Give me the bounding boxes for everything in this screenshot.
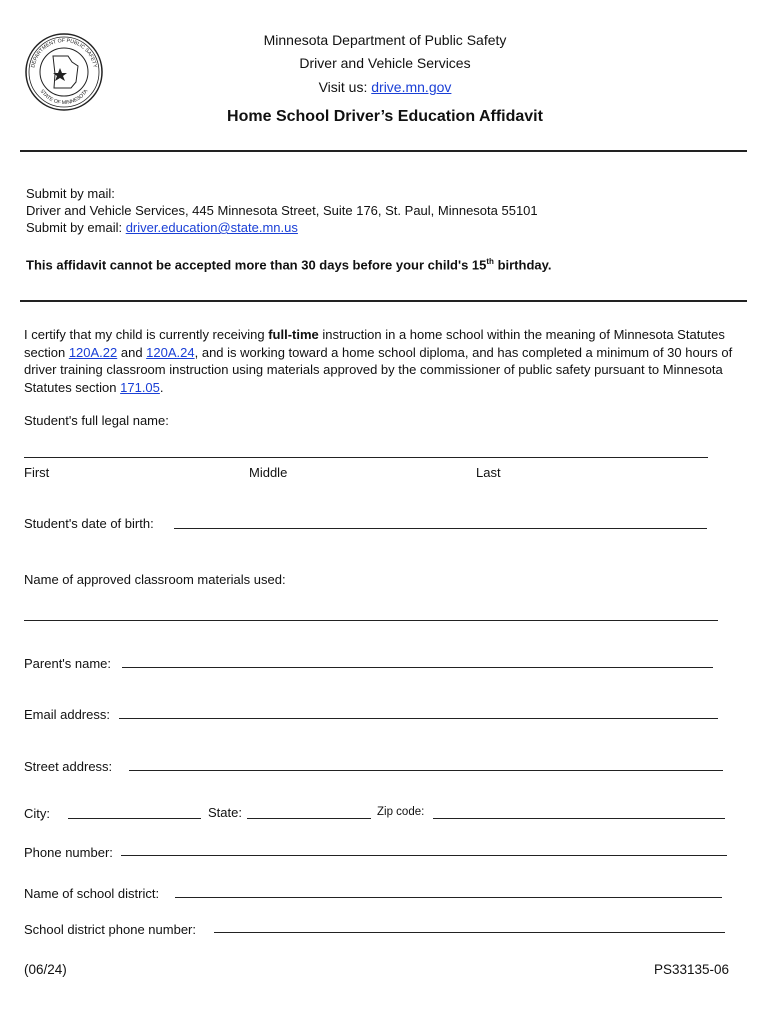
certification-paragraph (24, 326, 742, 396)
street-address-label: Street address: (24, 759, 113, 774)
email-link[interactable]: driver.education@state.mn.us (125, 220, 298, 235)
email-field[interactable] (119, 718, 718, 719)
form-revision-date: (06/24) (24, 962, 67, 977)
zip-label: Zip code: (377, 806, 425, 818)
parent-name-label: Parent's name: (24, 656, 112, 671)
city-label: City: (24, 806, 50, 821)
form-title: Home School Driver’s Education Affidavit (227, 108, 543, 125)
form-number: PS33135-06 (654, 962, 730, 977)
first-name-caption: First (24, 465, 50, 480)
dob-field[interactable] (174, 528, 707, 529)
email-label: Email address: (24, 707, 110, 722)
website-link[interactable]: drive.mn.gov (371, 79, 452, 95)
seal-top-text: DEPARTMENT OF PUBLIC SAFETY (30, 37, 98, 69)
cert-text-3: and (117, 344, 147, 360)
last-name-caption: Last (476, 465, 501, 480)
phone-label: Phone number: (24, 845, 113, 860)
statute-link-120a24[interactable]: 120A.24 (146, 344, 195, 360)
materials-label: Name of approved classroom materials used: (24, 572, 286, 587)
district-phone-field[interactable] (214, 932, 725, 933)
submit-email-line (26, 220, 298, 235)
cert-bold: full-time (268, 327, 319, 342)
cert-text-1: I certify that my child is currently receiving (24, 327, 269, 342)
age-notice (26, 257, 552, 272)
district-phone-label: School district phone number: (24, 922, 196, 937)
statute-link-17105[interactable]: 171.05 (120, 379, 160, 395)
school-district-label: Name of school district: (24, 886, 160, 901)
mail-address: Driver and Vehicle Services, 445 Minnesota Street, Suite 176, St. Paul, Minnesota 55101 (26, 203, 538, 218)
state-label: State: (208, 805, 242, 820)
middle-name-caption: Middle (249, 465, 288, 480)
division-name: Driver and Vehicle Services (299, 55, 471, 71)
materials-field[interactable] (24, 620, 718, 621)
student-name-field[interactable] (24, 457, 708, 458)
dob-label: Student's date of birth: (24, 516, 154, 531)
student-name-label: Student's full legal name: (24, 413, 169, 428)
notice-end: birthday. (493, 257, 552, 273)
notice-start: This affidavit cannot be accepted more than 30 days before your child's 15 (26, 257, 487, 273)
zip-field[interactable] (433, 818, 725, 819)
divider-middle (20, 300, 747, 302)
divider-top (20, 150, 747, 152)
city-field[interactable] (68, 818, 201, 819)
statute-link-120a22[interactable]: 120A.22 (68, 344, 118, 360)
phone-field[interactable] (121, 855, 727, 856)
parent-name-field[interactable] (122, 667, 713, 668)
notice-superscript: th (486, 257, 494, 266)
seal-bottom-text: STATE OF MINNESOTA (38, 88, 90, 107)
visit-line (0, 79, 770, 95)
agency-name: Minnesota Department of Public Safety (263, 32, 507, 48)
cert-text-5: . (159, 379, 164, 395)
submit-mail-label: Submit by mail: (26, 186, 115, 201)
state-field[interactable] (247, 818, 371, 819)
school-district-field[interactable] (175, 897, 722, 898)
submit-email-prefix: Submit by email: (26, 220, 126, 235)
visit-prefix: Visit us: (318, 79, 372, 95)
cert-text-2: instruction in a home school within the meaning of Minnesota Statutes section (24, 327, 725, 360)
street-address-field[interactable] (129, 770, 723, 771)
cert-text-4: , and is working toward a home school diploma, and has completed a minimum of 30 hours of driver training classroom instruction using materials approved by the commissioner of public safety pursuant to Minnesota Statutes section (24, 344, 733, 395)
